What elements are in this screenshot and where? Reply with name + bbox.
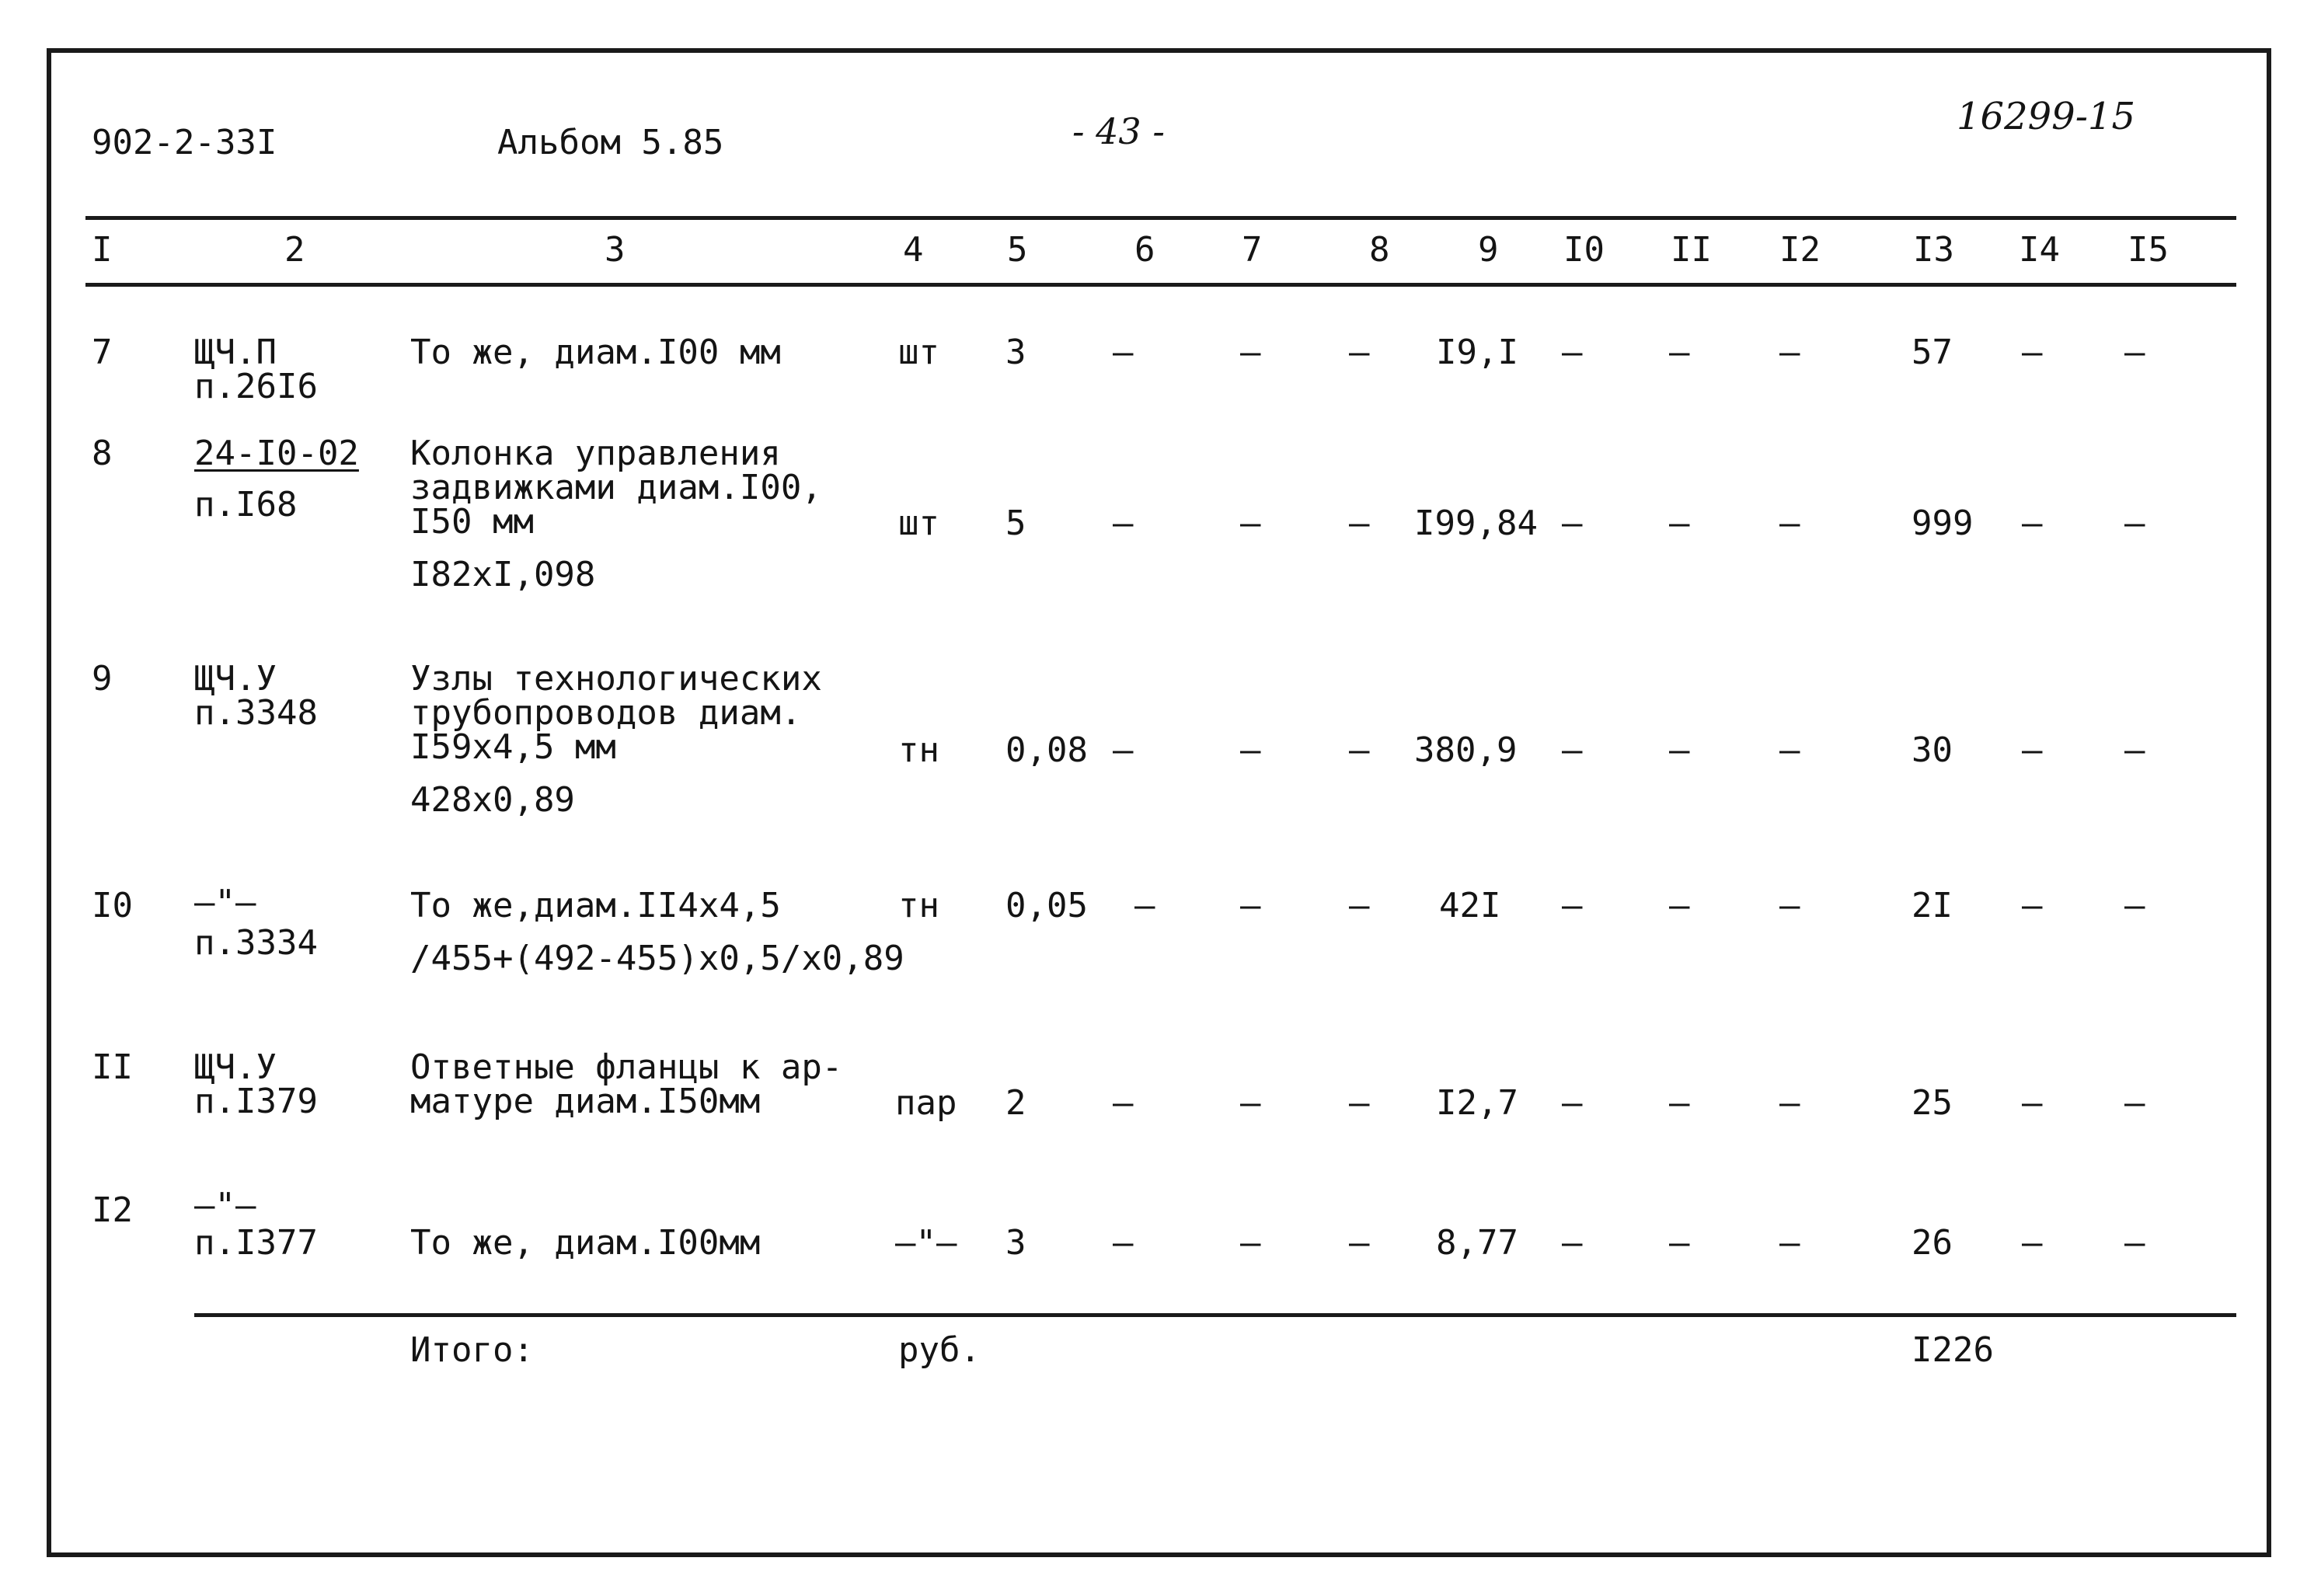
row-number: 9 — [92, 659, 113, 699]
description-line: Узлы технологических — [410, 659, 822, 699]
unit-cell: –"– — [895, 1223, 957, 1263]
unit-cell: шт — [898, 504, 939, 543]
summary-unit: руб. — [898, 1330, 981, 1370]
col12-cell: – — [1779, 886, 1800, 925]
page-number: - 43 - — [1072, 110, 1165, 152]
row-number: 7 — [92, 333, 113, 372]
col-header-12: I2 — [1779, 230, 1821, 270]
total-cell: 25 — [1912, 1083, 1953, 1123]
col8-cell: – — [1349, 1223, 1370, 1263]
total-cell: 30 — [1912, 730, 1953, 770]
col11-cell: – — [1669, 730, 1690, 770]
row-number: 8 — [92, 434, 113, 473]
col-header-3: 3 — [605, 230, 626, 270]
col8-cell: – — [1349, 1083, 1370, 1123]
col-header-7: 7 — [1242, 230, 1263, 270]
header-top-rule — [85, 216, 2236, 220]
archive-number: 16299-15 — [1957, 95, 2135, 138]
col6-cell: – — [1113, 333, 1134, 372]
col-header-4: 4 — [903, 230, 924, 270]
col7-cell: – — [1240, 333, 1261, 372]
col10-cell: – — [1562, 886, 1583, 925]
col-header-14: I4 — [2019, 230, 2060, 270]
col6-cell: – — [1113, 1223, 1134, 1263]
col-header-10: I0 — [1563, 230, 1605, 270]
col14-cell: – — [2022, 1083, 2043, 1123]
row-number: II — [92, 1047, 133, 1087]
col6-cell: – — [1113, 1083, 1134, 1123]
col12-cell: – — [1779, 1223, 1800, 1263]
col10-cell: – — [1562, 333, 1583, 372]
description-line: трубопроводов диам. — [410, 693, 802, 733]
col11-cell: – — [1669, 886, 1690, 925]
col-header-11: II — [1671, 230, 1712, 270]
col-header-13: I3 — [1913, 230, 1954, 270]
description-line: Ответные фланцы к ар- — [410, 1047, 843, 1087]
col8-cell: – — [1349, 333, 1370, 372]
quantity-cell: 3 — [1005, 333, 1026, 372]
col10-cell: – — [1562, 730, 1583, 770]
col7-cell: – — [1240, 1223, 1261, 1263]
col10-cell: – — [1562, 1223, 1583, 1263]
ref-line: ЩЧ.П — [194, 333, 277, 372]
col-header-15: I5 — [2128, 230, 2169, 270]
description-line: То же, диам.I00мм — [410, 1223, 761, 1263]
col12-cell: – — [1779, 730, 1800, 770]
ref-line: –"– — [194, 1186, 256, 1225]
unit-cell: тн — [898, 886, 939, 925]
col12-cell: – — [1779, 504, 1800, 543]
col-header-9: 9 — [1478, 230, 1499, 270]
unit-price-cell: 42I — [1439, 886, 1501, 925]
col8-cell: – — [1349, 504, 1370, 543]
unit-cell: шт — [898, 333, 939, 372]
col-header-6: 6 — [1134, 230, 1155, 270]
description-line: I59x4,5 мм — [410, 727, 616, 767]
description-line: I50 мм — [410, 502, 534, 542]
col12-cell: – — [1779, 333, 1800, 372]
ref-line: –"– — [194, 883, 256, 922]
header-bottom-rule — [85, 283, 2236, 287]
col8-cell: – — [1349, 730, 1370, 770]
description-line: То же, диам.I00 мм — [410, 333, 781, 372]
col6-cell: – — [1134, 886, 1155, 925]
quantity-cell: 2 — [1005, 1083, 1026, 1123]
col11-cell: – — [1669, 333, 1690, 372]
col7-cell: – — [1240, 1083, 1261, 1123]
description-line: То же,диам.II4x4,5 — [410, 886, 781, 925]
unit-price-cell: 8,77 — [1436, 1223, 1518, 1263]
col10-cell: – — [1562, 1083, 1583, 1123]
col14-cell: – — [2022, 886, 2043, 925]
quantity-cell: 5 — [1005, 504, 1026, 543]
col-header-8: 8 — [1369, 230, 1390, 270]
col15-cell: – — [2124, 1223, 2145, 1263]
ref-line: п.I68 — [194, 485, 298, 524]
col7-cell: – — [1240, 504, 1261, 543]
col12-cell: – — [1779, 1083, 1800, 1123]
summary-label: Итого: — [410, 1330, 534, 1370]
unit-price-cell: I2,7 — [1436, 1083, 1518, 1123]
ref-line: ЩЧ.У — [194, 659, 277, 699]
total-cell: 57 — [1912, 333, 1953, 372]
description-line: /455+(492-455)x0,5/x0,89 — [410, 939, 904, 978]
description-line: матуре диам.I50мм — [410, 1082, 761, 1121]
summary-rule — [194, 1313, 2236, 1317]
col6-cell: – — [1113, 504, 1134, 543]
col14-cell: – — [2022, 730, 2043, 770]
ref-line: п.26I6 — [194, 367, 318, 406]
col15-cell: – — [2124, 333, 2145, 372]
description-line: Колонка управления — [410, 434, 781, 473]
unit-cell: пар — [895, 1083, 957, 1123]
col14-cell: – — [2022, 504, 2043, 543]
col11-cell: – — [1669, 504, 1690, 543]
ref-line: п.I377 — [194, 1223, 318, 1263]
col15-cell: – — [2124, 1083, 2145, 1123]
description-line: 428x0,89 — [410, 780, 575, 820]
ref-line: ЩЧ.У — [194, 1047, 277, 1087]
ref-line: п.3334 — [194, 923, 318, 963]
unit-price-cell: I99,84 — [1414, 504, 1538, 543]
col15-cell: – — [2124, 730, 2145, 770]
col15-cell: – — [2124, 504, 2145, 543]
col14-cell: – — [2022, 333, 2043, 372]
quantity-cell: 3 — [1005, 1223, 1026, 1263]
row-number: I0 — [92, 886, 133, 925]
col-header-1: I — [92, 230, 113, 270]
col7-cell: – — [1240, 730, 1261, 770]
unit-cell: тн — [898, 730, 939, 770]
col7-cell: – — [1240, 886, 1261, 925]
total-cell: 2I — [1912, 886, 1953, 925]
ref-line: п.I379 — [194, 1082, 318, 1121]
unit-price-cell: I9,I — [1436, 333, 1518, 372]
col11-cell: – — [1669, 1083, 1690, 1123]
doc-code: 902-2-33I — [92, 123, 277, 162]
col6-cell: – — [1113, 730, 1134, 770]
col15-cell: – — [2124, 886, 2145, 925]
col11-cell: – — [1669, 1223, 1690, 1263]
summary-total: I226 — [1912, 1330, 1994, 1370]
col-header-5: 5 — [1007, 230, 1028, 270]
unit-price-cell: 380,9 — [1414, 730, 1518, 770]
quantity-cell: 0,05 — [1005, 886, 1088, 925]
description-line: I82xI,098 — [410, 555, 596, 594]
ref-line: 24-I0-02 — [194, 434, 359, 473]
row-number: I2 — [92, 1190, 133, 1230]
total-cell: 999 — [1912, 504, 1974, 543]
total-cell: 26 — [1912, 1223, 1953, 1263]
col14-cell: – — [2022, 1223, 2043, 1263]
col10-cell: – — [1562, 504, 1583, 543]
album-label: Альбом 5.85 — [497, 123, 724, 162]
quantity-cell: 0,08 — [1005, 730, 1088, 770]
description-line: задвижками диам.I00, — [410, 468, 822, 507]
col-header-2: 2 — [284, 230, 305, 270]
col8-cell: – — [1349, 886, 1370, 925]
ref-line: п.3348 — [194, 693, 318, 733]
